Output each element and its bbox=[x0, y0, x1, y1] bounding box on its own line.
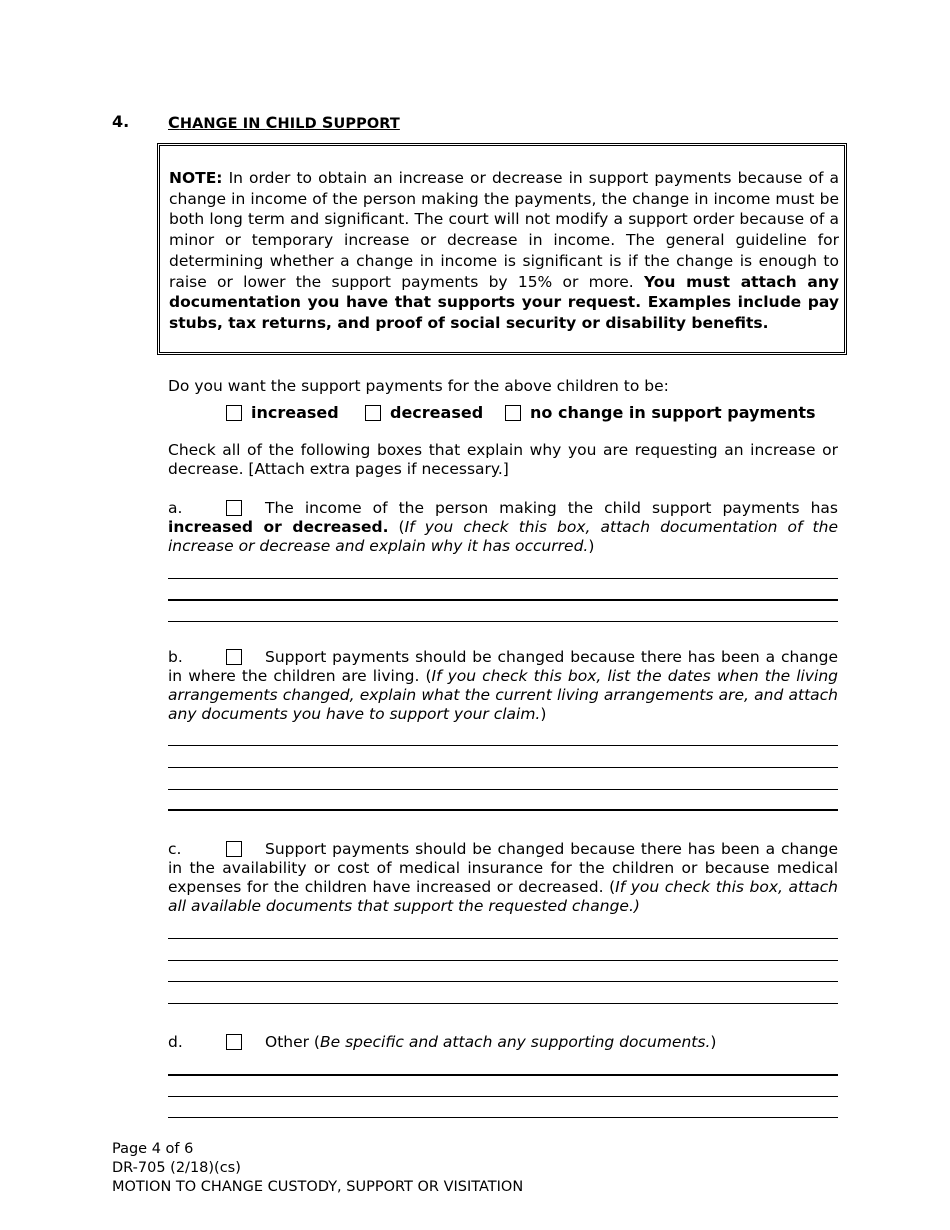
item-d-line-1[interactable] bbox=[168, 1074, 838, 1076]
item-a-letter: a. bbox=[168, 499, 183, 517]
page-number: Page 4 of 6 bbox=[112, 1141, 194, 1157]
item-c-line-1[interactable] bbox=[168, 938, 838, 939]
item-b-line-1[interactable] bbox=[168, 745, 838, 746]
decreased-checkbox[interactable] bbox=[365, 405, 381, 421]
instructions: Check all of the following boxes that explain why you are requesting an increase or decrease. [Attach extra pages if necessary.] bbox=[168, 441, 838, 478]
item-a-text: The income of the person making the child support payments has increased or decreased. (If you check this box, attach documentation of the increase or decrease and explain why it has occurred.) bbox=[168, 499, 838, 555]
note-bold-text: You must attach any documentation you have that supports your request. Examples include pay stubs, tax returns, and proof of social security or disability benefits. bbox=[169, 272, 839, 332]
option-no-change[interactable] bbox=[505, 403, 816, 422]
item-d-line-3[interactable] bbox=[168, 1117, 838, 1118]
increased-checkbox[interactable] bbox=[226, 405, 242, 421]
note-box bbox=[157, 143, 847, 355]
support-question: Do you want the support payments for the above children to be: bbox=[168, 377, 669, 395]
item-b-line-3[interactable] bbox=[168, 789, 838, 790]
form-title: MOTION TO CHANGE CUSTODY, SUPPORT OR VISITATION bbox=[112, 1179, 524, 1195]
item-a-line-2[interactable] bbox=[168, 599, 838, 601]
no-change-checkbox[interactable] bbox=[505, 405, 521, 421]
item-b-line-4[interactable] bbox=[168, 809, 838, 811]
option-decreased[interactable] bbox=[365, 403, 483, 422]
item-d-line-2[interactable] bbox=[168, 1096, 838, 1097]
increased-label: increased bbox=[251, 403, 339, 422]
note-label: NOTE: bbox=[169, 169, 223, 187]
item-b-line-2[interactable] bbox=[168, 767, 838, 768]
item-c-text: Support payments should be changed because there has been a change in the availability or cost of medical insurance for the children or because medical expenses for the children have increased or decreased. (If you check this box, attach all available documents that support the requested change.) bbox=[168, 840, 838, 915]
option-increased[interactable] bbox=[226, 403, 339, 422]
page-footer bbox=[112, 1140, 523, 1197]
item-d-text: Other (Be specific and attach any supporting documents.) bbox=[265, 1033, 717, 1051]
item-d-letter: d. bbox=[168, 1033, 183, 1051]
item-d-checkbox[interactable] bbox=[226, 1034, 242, 1050]
section-number: 4. bbox=[112, 112, 130, 131]
item-a-line-1[interactable] bbox=[168, 578, 838, 579]
item-c-letter: c. bbox=[168, 840, 182, 858]
decreased-label: decreased bbox=[390, 403, 484, 422]
item-b-letter: b. bbox=[168, 648, 183, 666]
item-c-line-3[interactable] bbox=[168, 981, 838, 982]
no-change-label: no change in support payments bbox=[530, 403, 816, 422]
note-text: NOTE: In order to obtain an increase or decrease in support payments because of a change in income of the person making the payments, the change in income must be both long term and significant. The court will not modify a support order because of a minor or temporary increase or decrease in income. The general guideline for determining whether a change in income is significant is if the change is enough to raise or lower the support payments by 15% or more. You must attach any documentation you have that supports your request. Examples include pay stubs, tax returns, and proof of social security or disability benefits. bbox=[169, 169, 839, 332]
form-code: DR-705 (2/18)(cs) bbox=[112, 1160, 241, 1176]
item-c-line-2[interactable] bbox=[168, 960, 838, 961]
section-title: CHANGE IN CHILD SUPPORT bbox=[168, 113, 400, 132]
item-c-line-4[interactable] bbox=[168, 1003, 838, 1004]
item-a-line-3[interactable] bbox=[168, 621, 838, 622]
item-b-text: Support payments should be changed because there has been a change in where the children are living. (If you check this box, list the dates when the living arrangements changed, explain what the current living arrangements are, and attach any documents you have to support your claim.) bbox=[168, 648, 838, 723]
